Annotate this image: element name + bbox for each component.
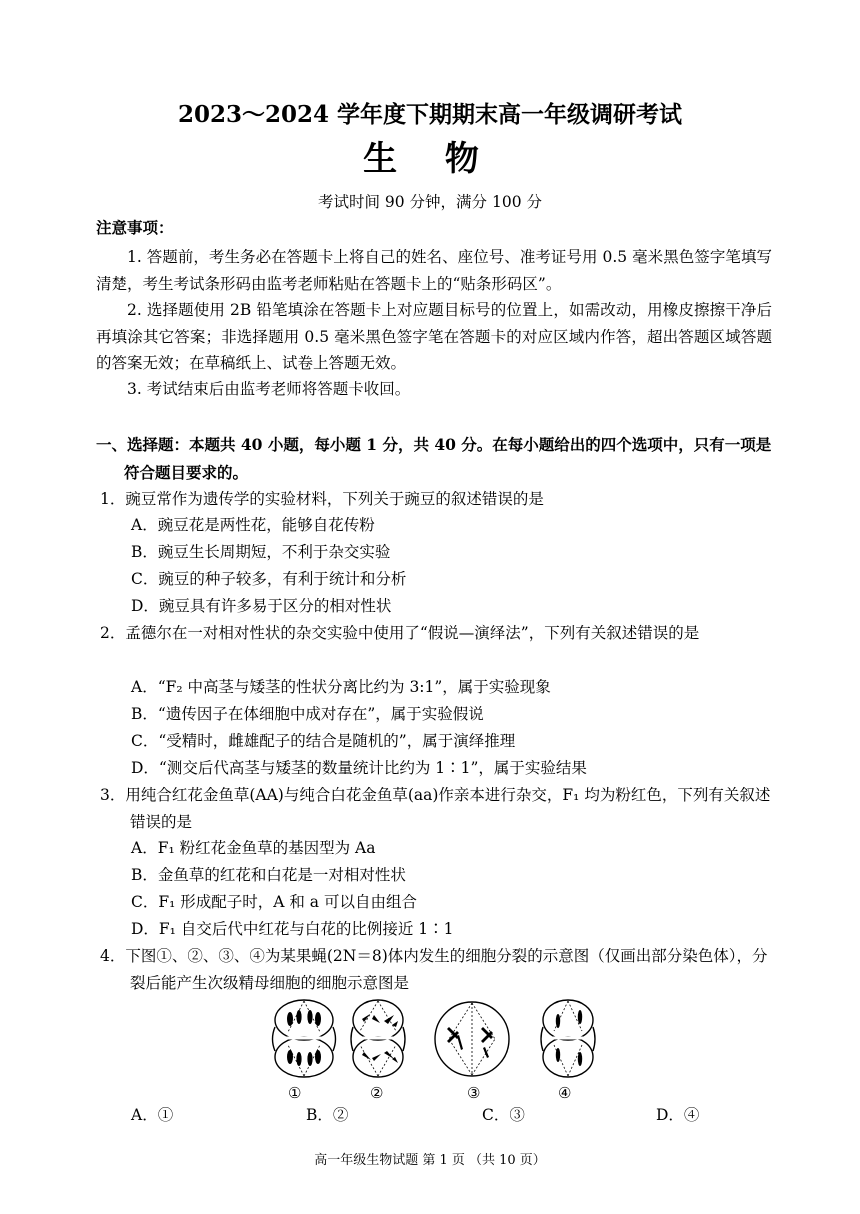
cell-2-diagram bbox=[351, 1000, 405, 1077]
question-4-option-c: C．③ bbox=[482, 1106, 525, 1124]
exam-info: 考试时间 90 分钟，满分 100 分 bbox=[317, 193, 543, 211]
exam-title: 2023～2024 学年度下期期末高一年级调研考试 bbox=[177, 101, 683, 128]
question-3-option-c: C．F₁ 形成配子时，A 和 a 可以自由组合 bbox=[131, 893, 417, 911]
figure-label-4: ④ bbox=[558, 1084, 572, 1102]
question-4-option-a: A．① bbox=[131, 1106, 174, 1124]
question-1-option-a: A．豌豆花是两性花，能够自花传粉 bbox=[131, 516, 375, 534]
cell-division-svg bbox=[268, 997, 608, 1101]
question-3-stem: 3．用纯合红花金鱼草(AA)与纯合白花金鱼草(aa)作亲本进行杂交，F₁ 均为粉红色，下列有关叙述错误的是 bbox=[100, 786, 771, 831]
question-2-option-c: C．“受精时，雌雄配子的结合是随机的”，属于演绎推理 bbox=[131, 732, 516, 750]
notice-item-2: 2. 选择题使用 2B 铅笔填涂在答题卡上对应题目标号的位置上，如需改动，用橡皮擦擦干净后再填涂其它答案；非选择题用 0.5 毫米黑色签字笔在答题卡的对应区域内作答，超出答题区域答题的答案无效；在草稿纸上、试卷上答题无效。 bbox=[96, 301, 772, 372]
question-4-option-b: B．② bbox=[306, 1106, 349, 1124]
question-2-option-d: D．“测交后代高茎与矮茎的数量统计比约为 1∶1”，属于实验结果 bbox=[131, 759, 587, 777]
figure-label-3: ③ bbox=[467, 1084, 481, 1102]
cell-division-figure bbox=[268, 997, 608, 1101]
page-footer: 高一年级生物试题 第 1 页 （共 10 页） bbox=[314, 1153, 546, 1168]
cell-1-diagram bbox=[273, 1000, 336, 1077]
question-2-option-b: B．“遗传因子在体细胞中成对存在”，属于实验假说 bbox=[131, 705, 484, 723]
question-3-option-b: B．金鱼草的红花和白花是一对相对性状 bbox=[131, 866, 406, 884]
cell-4-diagram bbox=[541, 1000, 595, 1077]
question-1-option-c: C．豌豆的种子较多，有利于统计和分析 bbox=[131, 570, 407, 588]
question-1-stem: 1．豌豆常作为遗传学的实验材料，下列关于豌豆的叙述错误的是 bbox=[100, 490, 544, 508]
notice-item-1: 1. 答题前，考生务必在答题卡上将自己的姓名、座位号、准考证号用 0.5 毫米黑色签字笔填写清楚，考生考试条形码由监考老师粘贴在答题卡上的“贴条形码区”。 bbox=[96, 248, 772, 293]
notice-heading: 注意事项： bbox=[96, 218, 174, 237]
subject-title: 生 物 bbox=[363, 139, 497, 179]
question-4-stem: 4．下图①、②、③、④为某果蝇(2N＝8)体内发生的细胞分裂的示意图（仅画出部分染色体），分裂后能产生次级精母细胞的细胞示意图是 bbox=[100, 947, 768, 992]
cell-3-diagram bbox=[435, 1002, 509, 1076]
figure-label-2: ② bbox=[370, 1084, 384, 1102]
question-1-option-d: D．豌豆具有许多易于区分的相对性状 bbox=[131, 597, 392, 615]
question-1-option-b: B．豌豆生长周期短，不利于杂交实验 bbox=[131, 543, 391, 561]
question-3-option-d: D．F₁ 自交后代中红花与白花的比例接近 1∶1 bbox=[131, 920, 454, 938]
notice-item-3: 3. 考试结束后由监考老师将答题卡收回。 bbox=[127, 380, 411, 398]
question-3-option-a: A．F₁ 粉红花金鱼草的基因型为 Aa bbox=[131, 839, 376, 857]
section-heading: 一、选择题：本题共 40 小题，每小题 1 分，共 40 分。在每小题给出的四个选项中，只有一项是符合题目要求的。 bbox=[96, 435, 772, 482]
question-2-stem: 2．孟德尔在一对相对性状的杂交实验中使用了“假说—演绎法”，下列有关叙述错误的是 bbox=[100, 624, 700, 642]
figure-label-1: ① bbox=[288, 1084, 302, 1102]
question-2-option-a: A．“F₂ 中高茎与矮茎的性状分离比约为 3:1”，属于实验现象 bbox=[131, 678, 551, 696]
question-4-option-d: D．④ bbox=[656, 1106, 700, 1124]
